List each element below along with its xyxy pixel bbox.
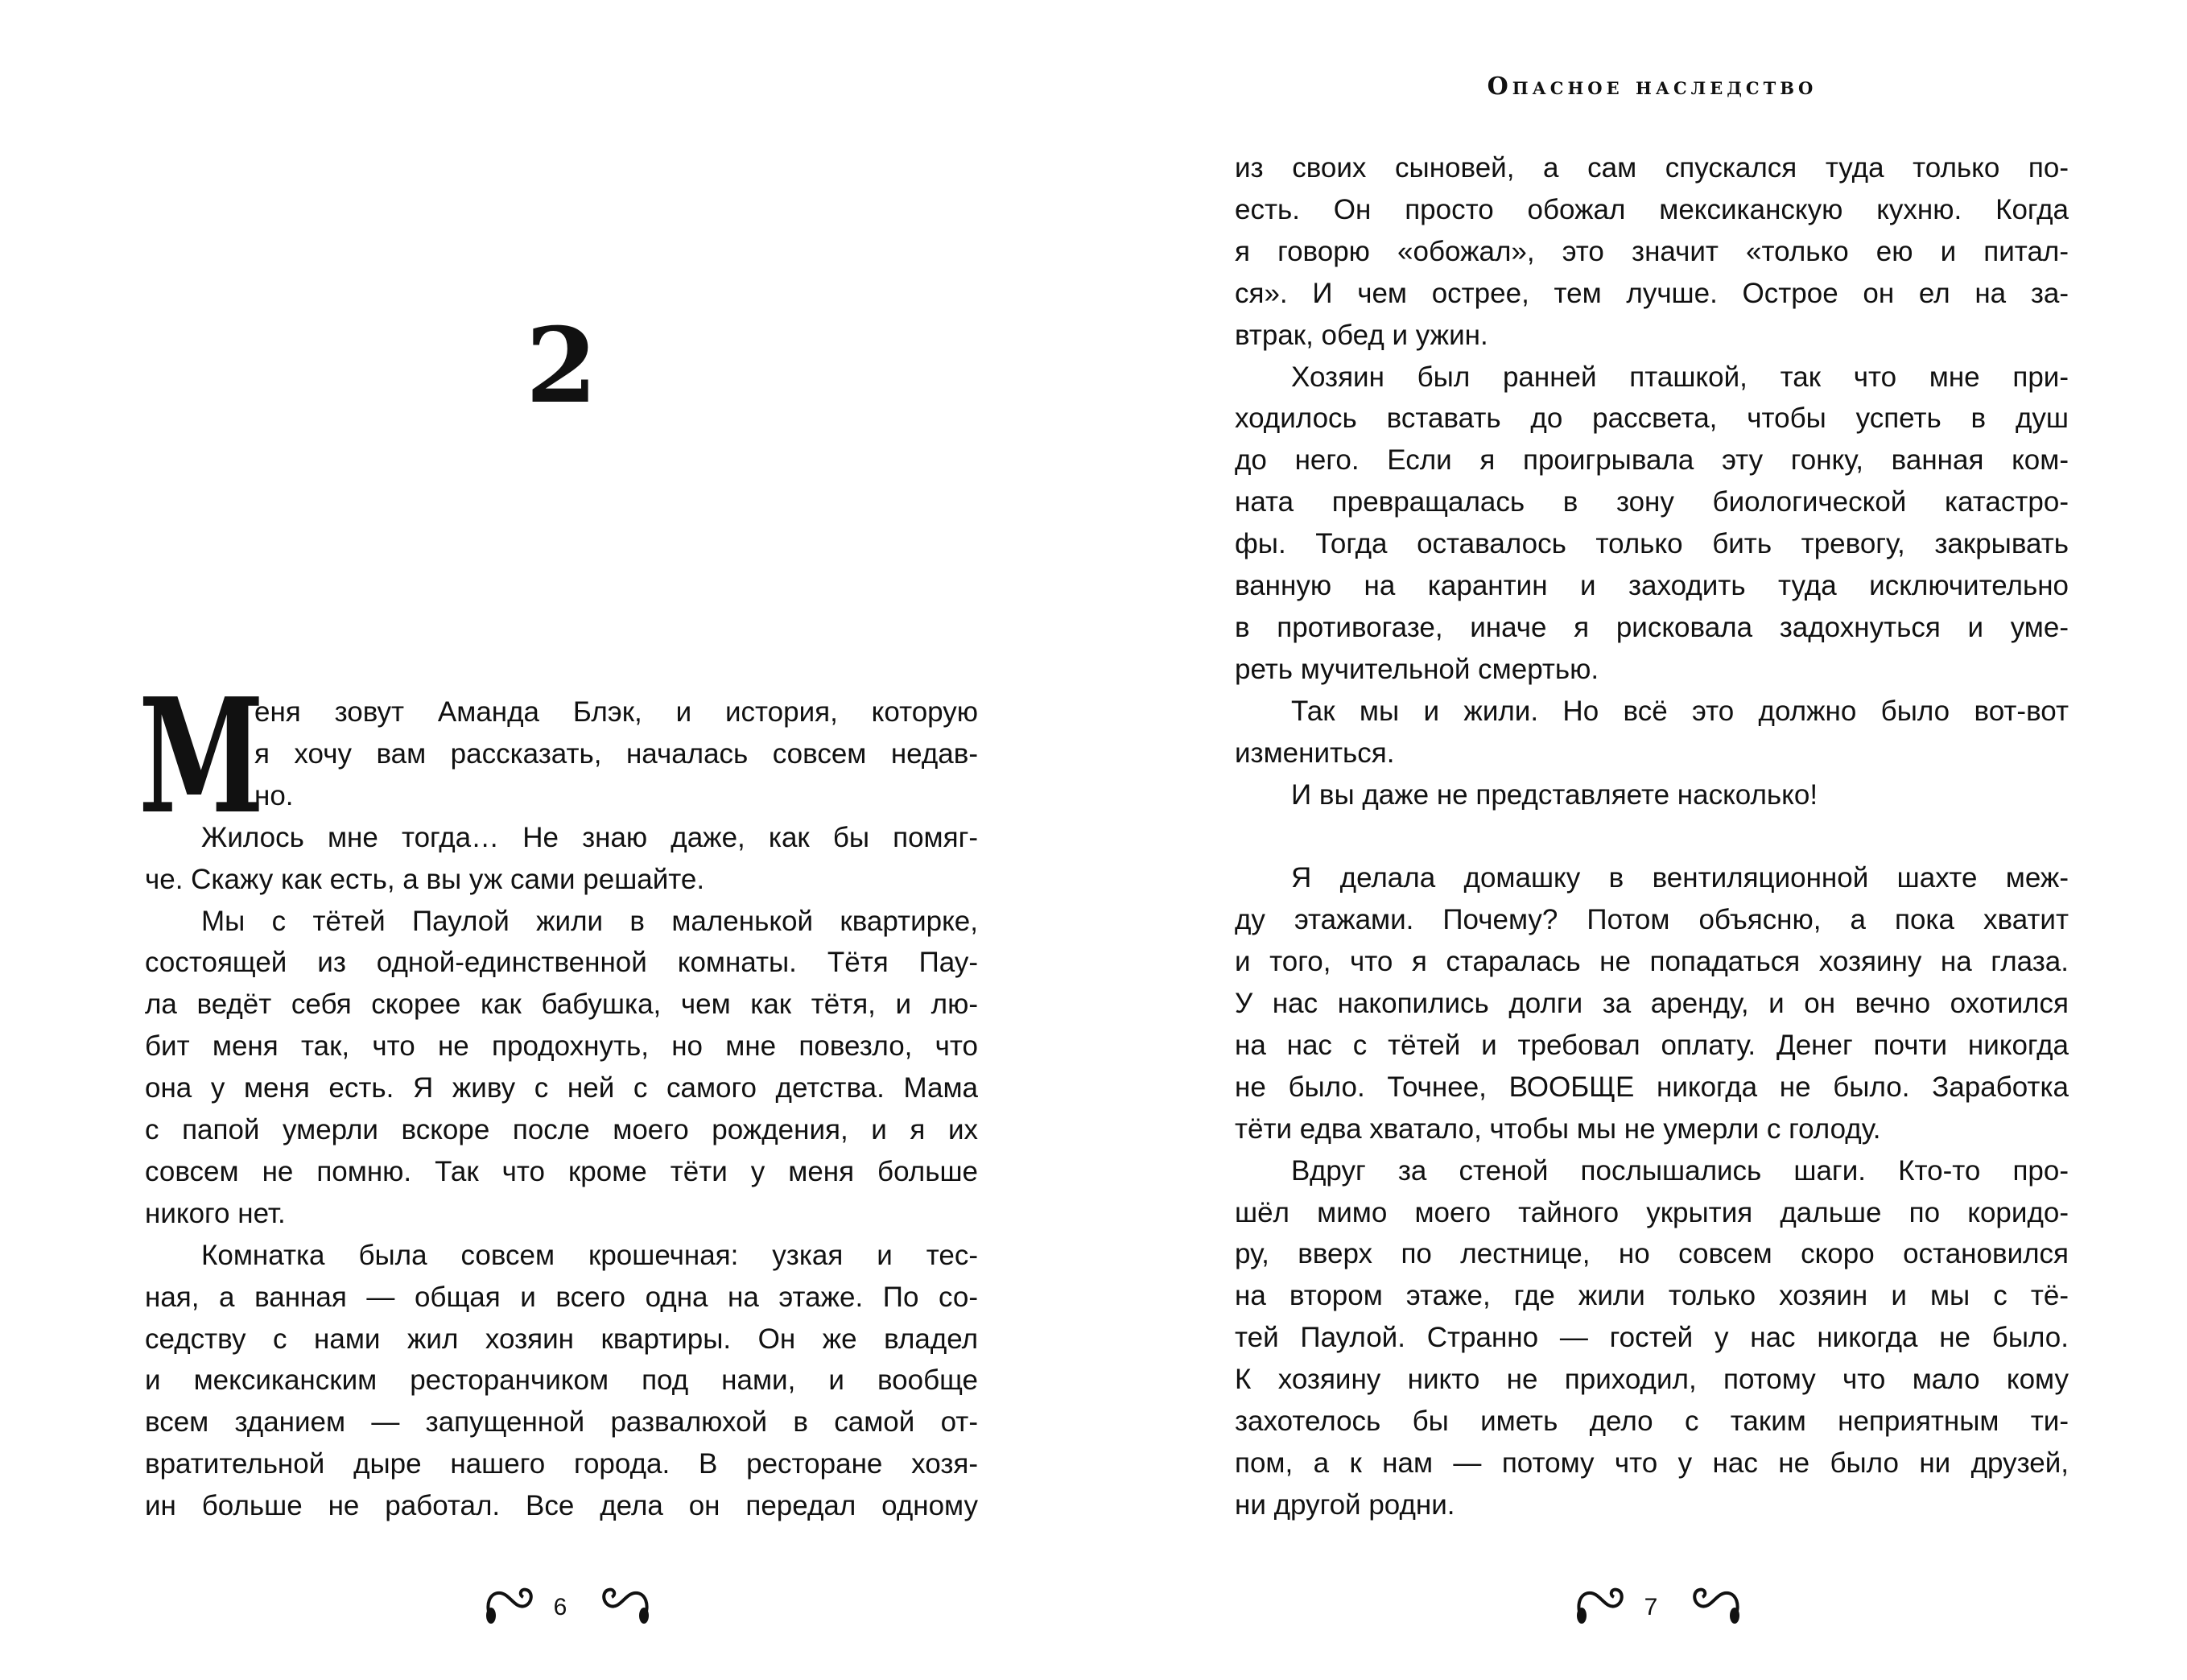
text-line: ни другой родни. [1235, 1488, 1455, 1521]
text-line: ся». И чем острее, тем лучше. Острое он ел на за- [1235, 277, 2069, 309]
text-line: я хочу вам рассказать, началась совсем недав- [254, 737, 978, 770]
text-line: и мексиканским ресторанчиком под нами, и вообще [145, 1364, 978, 1397]
text-line: пом, а к нам — потому что у нас не было ни друзей, [1235, 1447, 2069, 1479]
text-line: седству с нами жил хозяин квартиры. Он же владел [145, 1323, 978, 1355]
text-line: но. [254, 779, 294, 811]
text-line [1235, 815, 2069, 857]
text-line: втрак, обед и ужин. [1235, 319, 1488, 351]
text-line: К хозяину никто не приходил, потому что мало кому [1235, 1364, 2069, 1396]
page-number: 6 [553, 1594, 567, 1620]
text-line: Комнатка была совсем крошечная: узкая и тес- [201, 1239, 978, 1271]
text-line: состоящей из одной-единственной комнаты. Тётя Пау- [145, 947, 978, 979]
text-line: ходилось вставать до рассвета, чтобы успеть в душ [1235, 402, 2069, 435]
drop-cap: М [138, 664, 265, 849]
text-line: бит меня так, что не продохнуть, но мне повезло, что [145, 1030, 978, 1063]
text-line: ду этажами. Почему? Потом объясню, а пока хватит [1235, 904, 2069, 936]
text-line: ванную на карантин и заходить туда исключительно [1235, 570, 2069, 601]
text-line: че. Скажу как есть, а вы уж сами решайте. [145, 863, 705, 895]
left-ornament-icon [483, 1582, 539, 1626]
text-line: Мы с тётей Паулой жили в маленькой квартирке, [201, 905, 978, 937]
text-line: она у меня есть. Я живу с ней с самого детства. Мама [145, 1072, 978, 1104]
text-line: не было. Точнее, ВООБЩЕ никогда не было. Заработка [1235, 1071, 2069, 1103]
text-line: ру, вверх по лестнице, но совсем скоро остановился [1235, 1238, 2069, 1270]
text-line: тёти едва хватало, чтобы мы не умерли с голоду. [1235, 1112, 1881, 1145]
text-line: я говорю «обожал», это значит «только ею и питал- [1235, 235, 2069, 267]
text-line: никого нет. [145, 1197, 286, 1229]
text-line: У нас накопились долги за аренду, и он вечно охотился [1235, 988, 2069, 1019]
text-line: есть. Он просто обожал мексиканскую кухню. Когда [1235, 193, 2069, 225]
text-line: захотелось бы иметь дело с таким неприятным ти- [1235, 1406, 2069, 1437]
text-line: ла ведёт себя скорее как бабушка, чем как тётя, и лю- [145, 989, 978, 1021]
text-line: Так мы и жили. Но всё это должно было вот-вот [1291, 695, 2069, 727]
left-ornament-icon [1574, 1582, 1630, 1626]
text-line: реть мучительной смертью. [1235, 653, 1599, 685]
text-line: ная, а ванная — общая и всего одна на этаже. По со- [145, 1281, 978, 1313]
text-line: Хозяин был ранней пташкой, так что мне при- [1291, 361, 2069, 393]
text-line: на втором этаже, где жили только хозяин и мы с тё- [1235, 1280, 2069, 1312]
running-header: Опасное наследство [1487, 72, 1818, 101]
text-line: И вы даже не представляете насколько! [1291, 778, 1818, 811]
text-line: всем зданием — запущенной развалюхой в самой от- [145, 1406, 978, 1439]
text-line: на нас с тётей и требовал оплату. Денег почти никогда [1235, 1029, 2069, 1061]
text-line: Вдруг за стеной послышались шаги. Кто-то про- [1291, 1154, 2069, 1187]
right-ornament-icon [596, 1582, 652, 1626]
text-line: ин больше не работал. Все дела он передал одному [145, 1490, 978, 1522]
text-line: измениться. [1235, 737, 1395, 769]
text-line: совсем не помню. Так что кроме тёти у меня больше [145, 1155, 978, 1187]
text-line: фы. Тогда оставалось только бить тревогу, закрывать [1235, 528, 2069, 560]
text-line: в противогазе, иначе я рисковала задохнуться и уме- [1235, 611, 2069, 643]
text-line: вратительной дыре нашего города. В ресторане хозя- [145, 1448, 978, 1480]
left-page [0, 0, 1093, 1680]
text-line: тей Паулой. Странно — гостей у нас никогда не было. [1235, 1322, 2069, 1354]
text-line: Я делала домашку в вентиляционной шахте меж- [1291, 862, 2069, 894]
text-line: и того, что я старалась не попадаться хозяину на глаза. [1235, 946, 2069, 978]
text-line: из своих сыновей, а сам спускался туда только по- [1235, 152, 2069, 184]
text-line: еня зовут Аманда Блэк, и история, которую [254, 696, 978, 728]
text-line: Жилось мне тогда… Не знаю даже, как бы помяг- [201, 821, 978, 853]
text-line: ната превращалась в зону биологической катастро- [1235, 486, 2069, 518]
text-line: до него. Если я проигрывала эту гонку, ванная ком- [1235, 444, 2069, 477]
chapter-number: 2 [525, 306, 598, 427]
page-number: 7 [1644, 1594, 1658, 1620]
text-line: с папой умерли вскоре после моего рождения, и я их [145, 1114, 978, 1145]
right-page [1093, 0, 2186, 1680]
right-ornament-icon [1686, 1582, 1743, 1626]
text-line: шёл мимо моего тайного укрытия дальше по коридо- [1235, 1196, 2069, 1228]
